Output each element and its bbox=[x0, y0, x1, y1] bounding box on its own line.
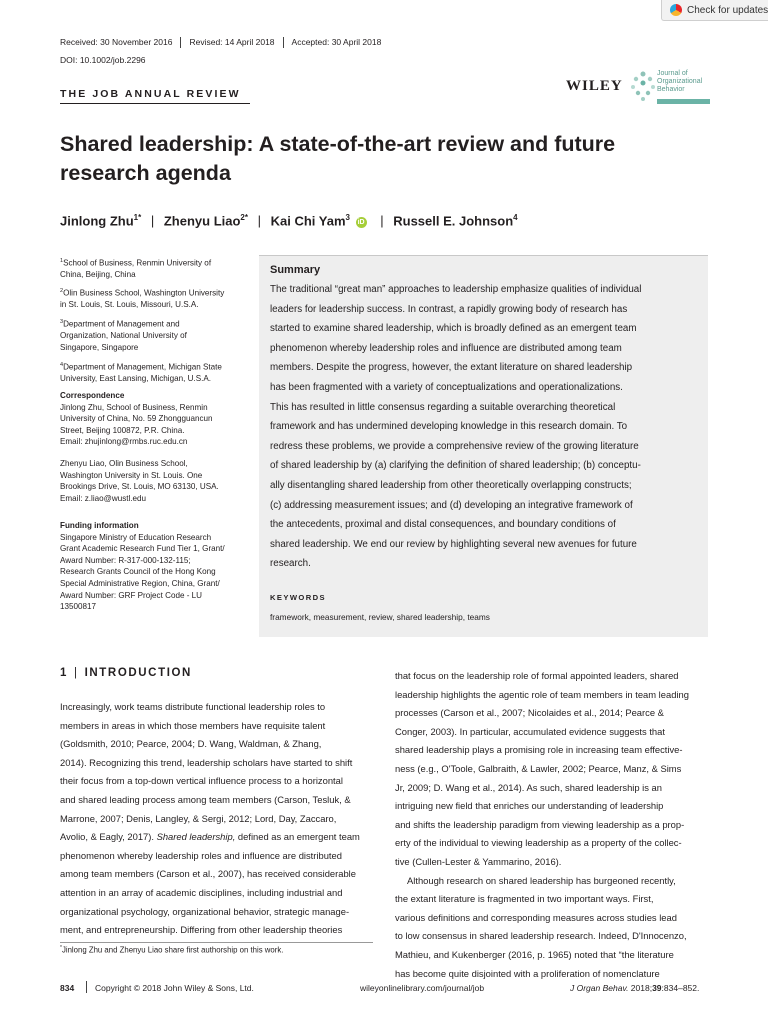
journal-logo-bar bbox=[657, 99, 710, 104]
keywords-heading: KEYWORDS bbox=[270, 593, 326, 602]
journal-logo-text: Journal of Organizational Behavior bbox=[657, 70, 703, 93]
section-tag-rule bbox=[60, 103, 250, 104]
affiliation: $^4$Department of Management, Michigan State University, East Lansing, Michigan, U.S.A. bbox=[60, 362, 222, 384]
publisher-logo: WILEY bbox=[566, 78, 623, 94]
footer-separator bbox=[86, 981, 87, 993]
article-history bbox=[60, 37, 389, 48]
received-date: Received: 30 November 2016 bbox=[60, 37, 173, 47]
section-heading: 1 | INTRODUCTION bbox=[60, 667, 192, 679]
article-title: Shared leadership: A state-of-the-art review and future research agenda bbox=[60, 132, 616, 185]
page-number: 834 bbox=[60, 983, 75, 993]
accepted-date: Accepted: 30 April 2018 bbox=[283, 37, 390, 48]
author-name[interactable]: Zhenyu Liao bbox=[163, 213, 241, 229]
funding-heading: Funding information bbox=[60, 521, 139, 530]
author-separator: | bbox=[380, 213, 384, 229]
copyright: Copyright © 2018 John Wiley & Sons, Ltd. bbox=[95, 983, 254, 993]
journal-logo bbox=[630, 70, 710, 108]
summary-box bbox=[259, 255, 708, 637]
author-list: Jinlong Zhu$^{1*}$ | Zhenyu Liao$^{2*}$ | Kai Chi Yam$^3$ iD | Russell E. Johnson$^4$ bbox=[60, 213, 518, 229]
funding-information: Funding information Singapore Ministry of Education Research Grant Academic Research Fund Tier 1, Grant/ Award Number: R-317-000-132-115; Research Grants Council of the Hong Kong Special Administrative Region, China, Grant/ Award Number: GRF Project Code - LU 13500817 bbox=[60, 520, 246, 613]
summary-text: The traditional “great man” approaches to leadership emphasize qualities of individual leaders for leadership success. In contrast, a rapidly growing body of research has started to examine shared leadership, which is broadly defined as an emergent team phenomenon whereby leadership roles and influence are distributed among team members. Despite the progress, however, the extant literature on shared leadership has been fragmented with a variety of conceptualizations and operationalizations. This has resulted in little consensus regarding a suitable overarching theoretical framework and has undermined developing knowledge in this research domain. To redress these problems, we provide a comprehensive review of the growing literature of shared leadership by (a) clarifying the definition of shared leadership; (b) conceptu- ally disentangling shared leadership from other theoretically overlapping constructs; (c) addressing measurement issues; and (d) developing an integrative framework of the antecedents, proximal and distal consequences, and boundary conditions of shared leadership. We end our review by highlighting several new avenues for future research. bbox=[270, 284, 642, 570]
journal-logo-icon bbox=[630, 70, 656, 102]
correspondence-heading: Correspondence bbox=[60, 391, 125, 400]
affiliation: $^3$Department of Management and Organization, National University of Singapore, Singapore bbox=[60, 319, 187, 352]
email-link[interactable]: Email: zhujinlong@rmbs.ruc.edu.cn bbox=[60, 437, 188, 447]
correspondence: Correspondence Jinlong Zhu, School of Business, Renmin University of China, No. 59 Zhongguancun Street, Beijing 100872, P.R. China. Email: zhujinlong@rmbs.ruc.edu.cn Zhenyu Liao, Olin Business School, Washington University in St. Louis. One Brookings Drive, St. Louis, MO 63130, USA. Email: z.liao@wustl.edu bbox=[60, 390, 246, 504]
author-name[interactable]: Jinlong Zhu bbox=[60, 213, 134, 229]
section-tag: THE JOB ANNUAL REVIEW bbox=[60, 88, 241, 100]
journal-url[interactable]: wileyonlinelibrary.com/journal/job bbox=[360, 983, 485, 993]
summary-heading: Summary bbox=[270, 264, 321, 276]
author-name[interactable]: Russell E. Johnson bbox=[393, 213, 514, 229]
crossmark-icon bbox=[670, 4, 682, 16]
affiliation: $^2$Olin Business School, Washington University in St. Louis, St. Louis, Missouri, U.S.A. bbox=[60, 288, 225, 310]
footnote: *Jinlong Zhu and Zhenyu Liao share first authorship on this work. bbox=[60, 945, 284, 955]
citation: J Organ Behav. 2018;39:834–852. bbox=[570, 983, 700, 993]
author-separator: | bbox=[257, 213, 261, 229]
body-column-right: that focus on the leadership role of formal appointed leaders, shared leadership highlights the agentic role of team members in team leading processes (Carson et al., 2007; Nicolaides et al., 2014; Pearce & Conger, 2003). In particular, accumulated evidence suggests that shared leadership plays a promising role in increasing team effective- ness (e.g., O'Toole, Galbraith, & Lawler, 2002; Pearce, Manz, & Sims Jr, 2009; D. Wang et al., 2014). As such, shared leadership is an intriguing new field that enriches our understanding of leadership and shifts the leadership paradigm from viewing leadership as a prop- erty of the individual to viewing leadership as a property of the collec- tive (Cullen-Lester & Yammarino, 2016). Although research on shared leadership has burgeoned recently, the extant literature is fragmented in two important ways. First, various definitions and corresponding measures across studies lead to low consensus in shared leadership research. Indeed, D'Innocenzo, Mathieu, and Kukenberger (2016, p. 1965) noted that “the literature has become quite disjointed with a proliferation of nomenclature bbox=[395, 670, 689, 979]
affiliation: $^1$School of Business, Renmin University of China, Beijing, China bbox=[60, 258, 212, 280]
revised-date: Revised: 14 April 2018 bbox=[180, 37, 282, 48]
footnote-rule bbox=[60, 942, 373, 943]
body-column-left: Increasingly, work teams distribute functional leadership roles to members in areas in which those members have requisite talent (Goldsmith, 2010; Pearce, 2004; D. Wang, Waldman, & Zhang, 2014). Recognizing this trend, leadership scholars have started to shift their focus from a top-down vertical influence process to a horizontal and shared leading process among team members (Carson, Tesluk, & Marrone, 2007; Denis, Langley, & Sergi, 2012; Lord, Day, Zaccaro, Avolio, & Eagly, 2017). Shared leadership, defined as an emergent team phenomenon whereby leadership roles and influence are distributed among team members (Carson et al., 2007), has received considerable attention in an array of academic disciplines, including industrial and organizational psychology, organizational behavior, strategic manage- ment, and entrepreneurship. Differing from other leadership theories bbox=[60, 701, 360, 936]
check-for-updates-label: Check for updates bbox=[687, 4, 768, 16]
keywords: framework, measurement, review, shared leadership, teams bbox=[270, 612, 490, 622]
author-name[interactable]: Kai Chi Yam bbox=[270, 213, 346, 229]
orcid-icon[interactable]: iD bbox=[357, 219, 365, 227]
email-link[interactable]: Email: z.liao@wustl.edu bbox=[60, 493, 147, 503]
doi[interactable]: DOI: 10.1002/job.2296 bbox=[60, 55, 146, 65]
check-for-updates-badge[interactable] bbox=[661, 0, 768, 21]
author-separator: | bbox=[150, 213, 155, 229]
